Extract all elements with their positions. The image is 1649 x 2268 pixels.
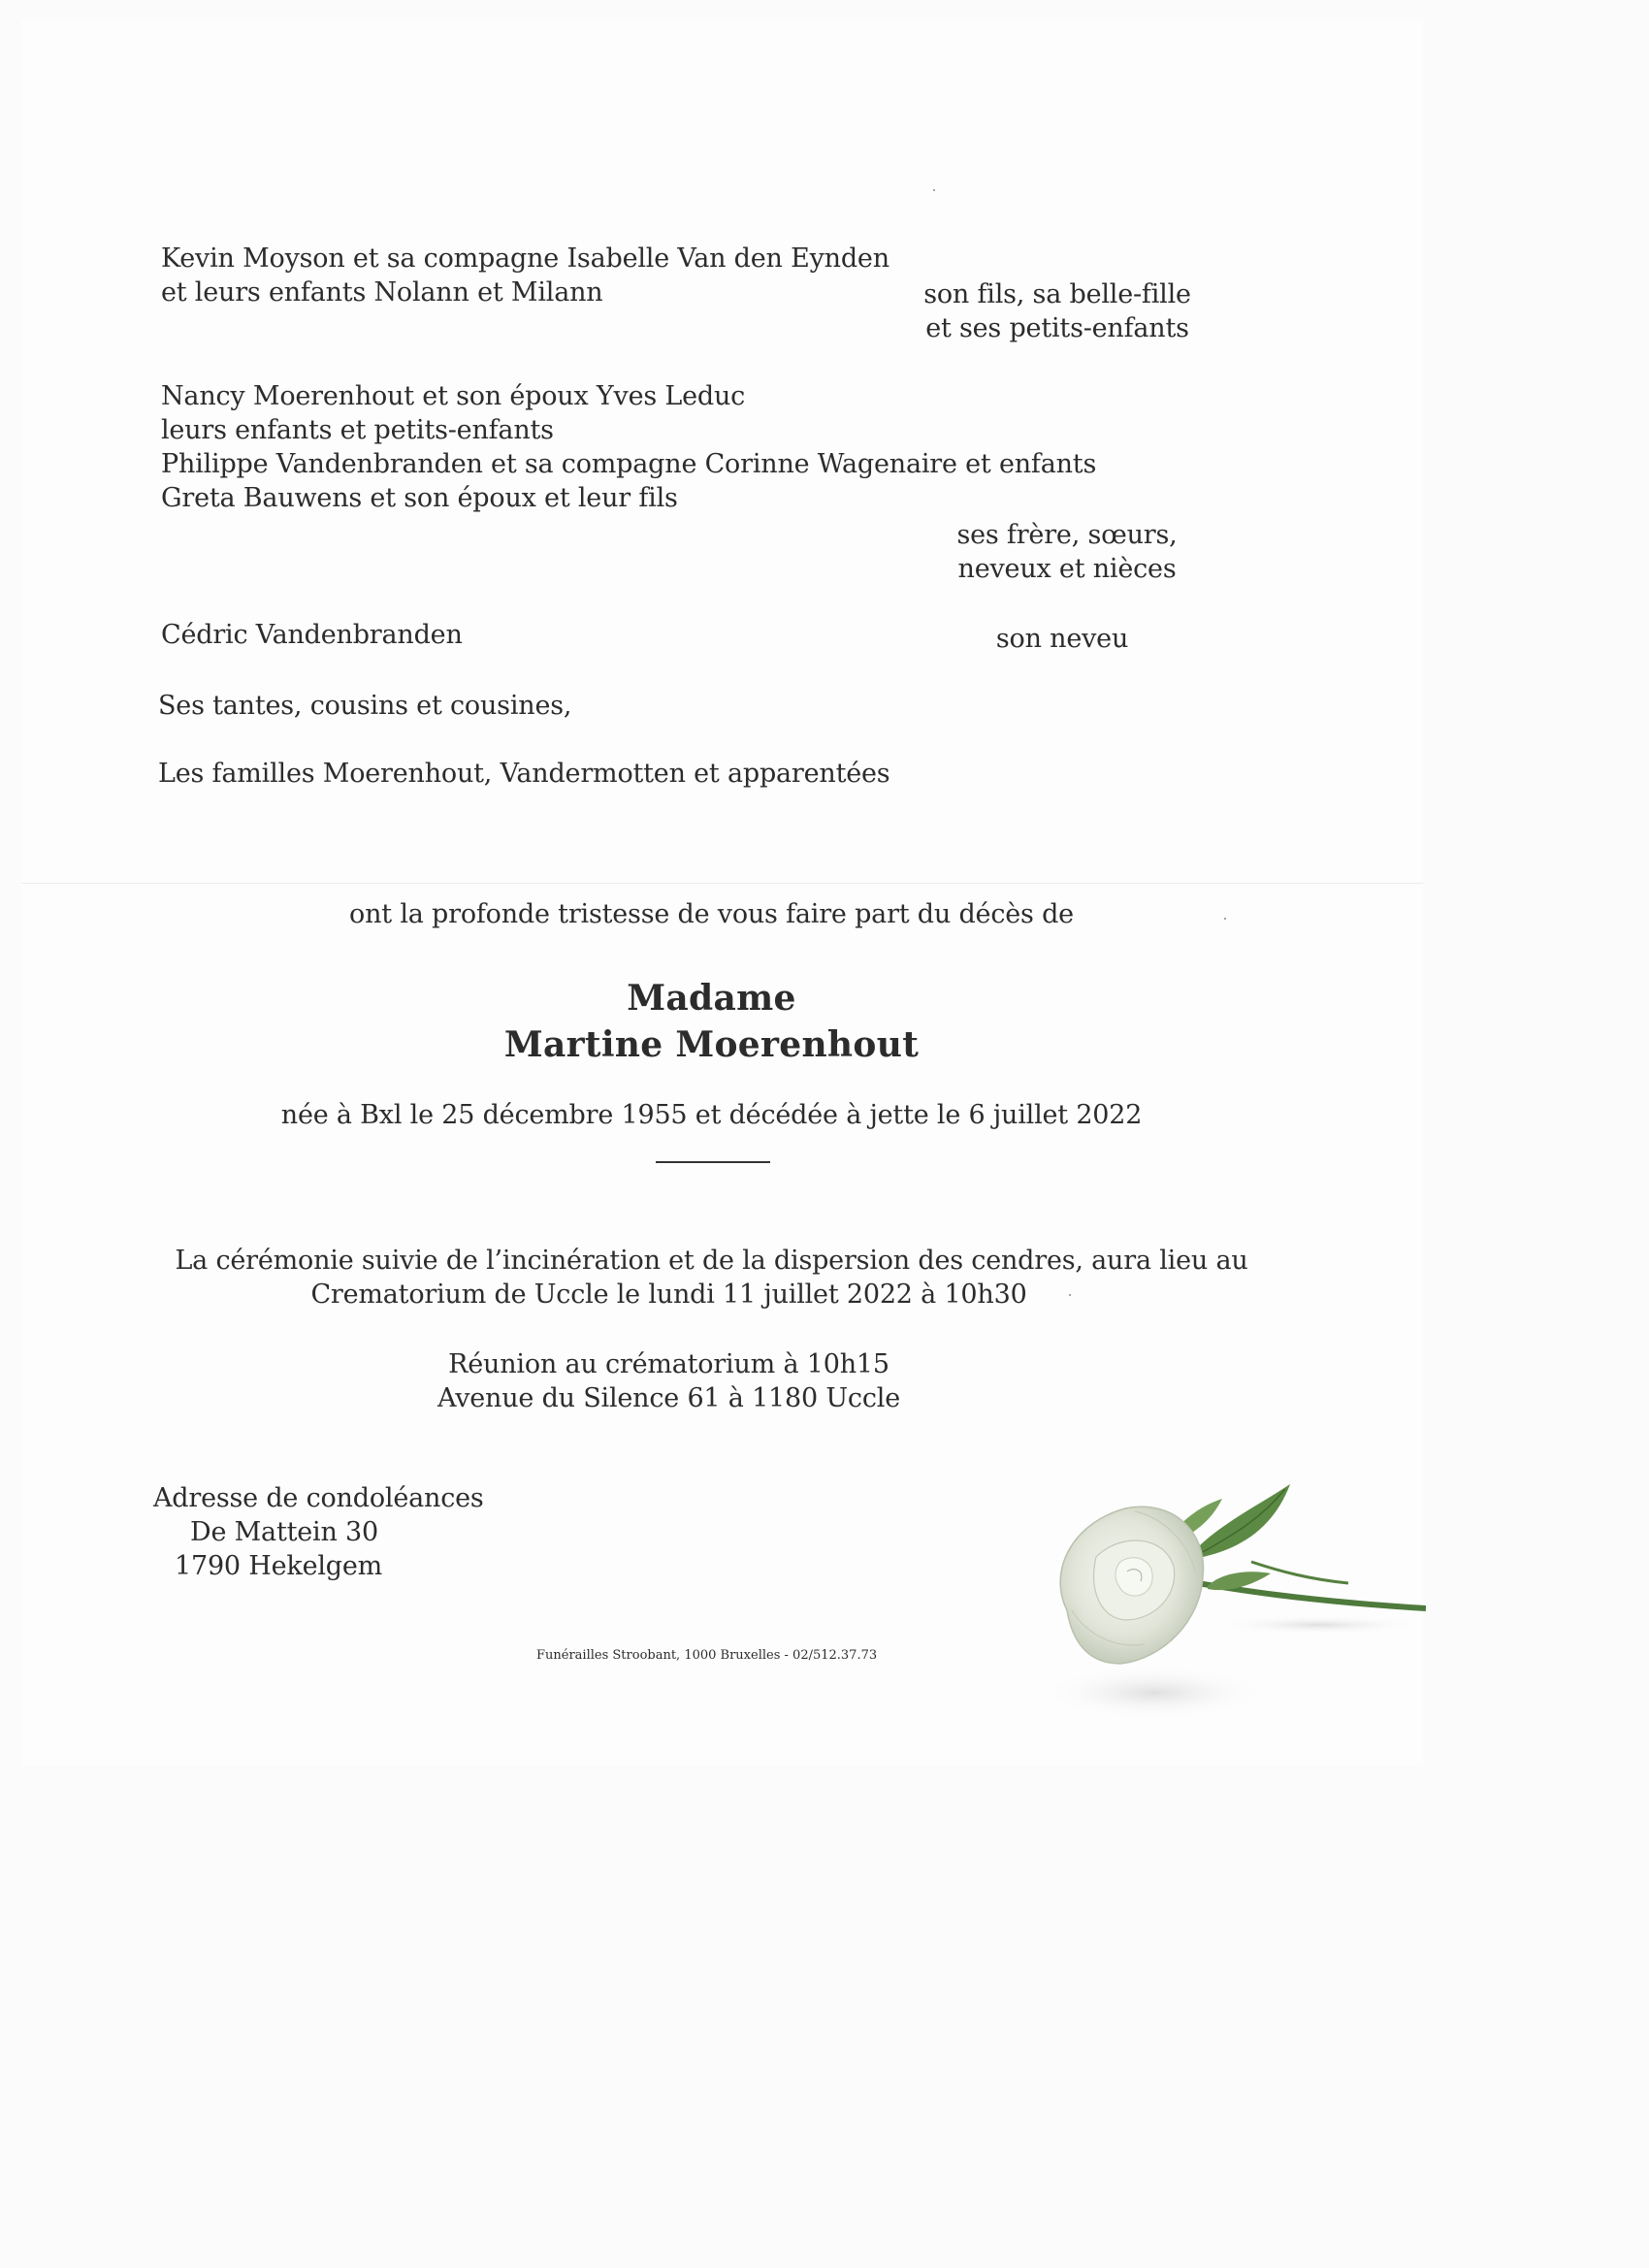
- others-line-1: Ses tantes, cousins et cousines,: [158, 691, 572, 721]
- funeral-home-credit: Funérailles Stroobant, 1000 Bruxelles - 02/512.37.73: [536, 1648, 878, 1663]
- condolences-city: 1790 Hekelgem: [175, 1551, 383, 1581]
- ceremony-line-2: Crematorium de Uccle le lundi 11 juillet 2022 à 10h30: [310, 1280, 1027, 1310]
- son-line-2: et leurs enfants Nolann et Milann: [161, 277, 603, 308]
- fold-line: [21, 883, 1423, 884]
- scan-speck: [1069, 1294, 1071, 1296]
- deceased-name: Martine Moerenhout: [503, 1024, 920, 1065]
- siblings-line-1: Nancy Moerenhout et son époux Yves Leduc: [161, 381, 746, 411]
- divider-line: [656, 1161, 770, 1163]
- condolences-label: Adresse de condoléances: [153, 1483, 484, 1513]
- siblings-line-2: leurs enfants et petits-enfants: [161, 415, 554, 445]
- son-relation-1: son fils, sa belle-fille: [923, 279, 1191, 309]
- ceremony-line-1: La cérémonie suivie de l’incinération et de la dispersion des cendres, aura lieu au: [175, 1246, 1248, 1276]
- condolences-street: De Mattein 30: [190, 1517, 378, 1547]
- scan-speck: [933, 189, 935, 191]
- others-line-2: Les familles Moerenhout, Vandermotten et apparentées: [158, 759, 890, 789]
- son-line-1: Kevin Moyson et sa compagne Isabelle Van den Eynden: [161, 243, 889, 274]
- announcement-intro: ont la profonde tristesse de vous faire part du décès de: [349, 899, 1074, 929]
- son-relation-2: et ses petits-enfants: [925, 313, 1189, 343]
- siblings-line-3: Philippe Vandenbranden et sa compagne Corinne Wagenaire et enfants: [161, 449, 1097, 479]
- meeting-line-1: Réunion au crématorium à 10h15: [448, 1349, 889, 1379]
- white-rose-icon: [1028, 1465, 1426, 1736]
- siblings-line-4: Greta Bauwens et son époux et leur fils: [161, 483, 678, 513]
- nephew-name: Cédric Vandenbranden: [161, 620, 463, 650]
- nephew-relation: son neveu: [995, 624, 1129, 654]
- siblings-relation-1: ses frère, sœurs,: [956, 520, 1178, 550]
- meeting-line-2: Avenue du Silence 61 à 1180 Uccle: [437, 1383, 900, 1413]
- siblings-relation-2: neveux et nièces: [957, 554, 1177, 584]
- scan-speck: [1224, 918, 1226, 920]
- deceased-title: Madame: [627, 978, 796, 1019]
- birth-death-dates: née à Bxl le 25 décembre 1955 et décédée à jette le 6 juillet 2022: [280, 1100, 1143, 1130]
